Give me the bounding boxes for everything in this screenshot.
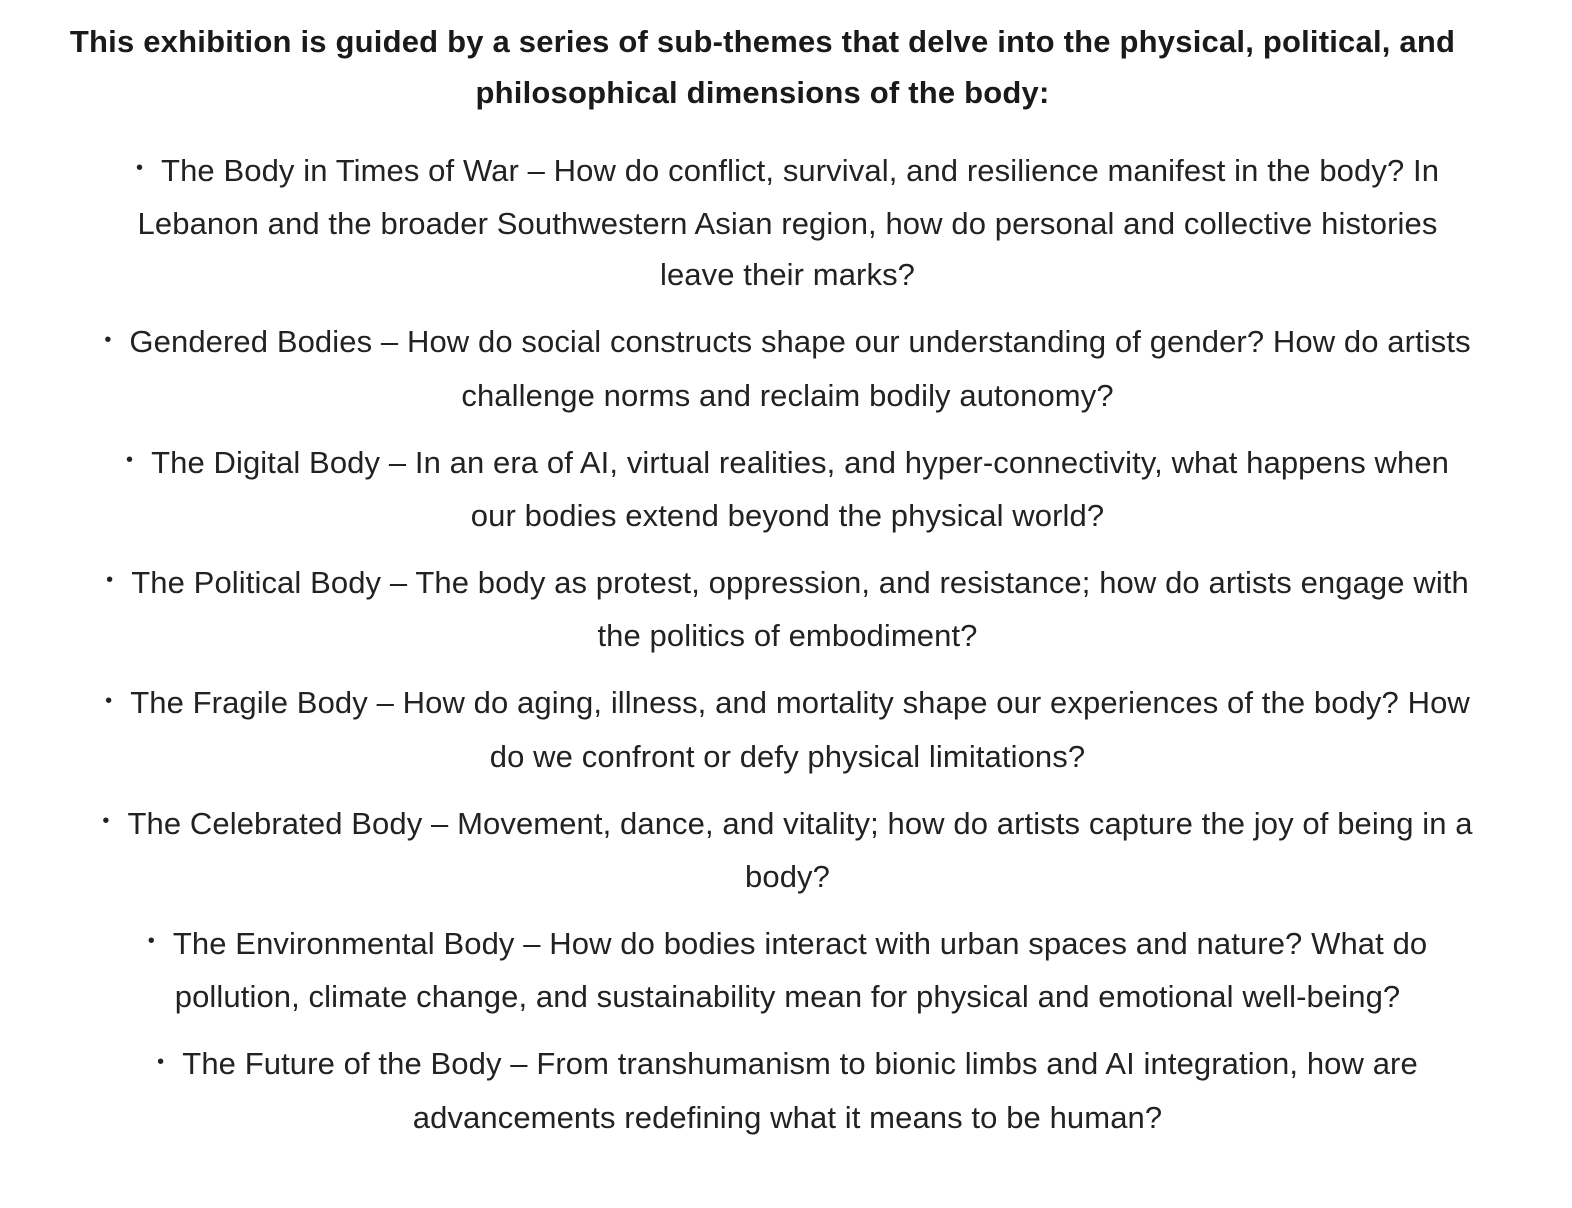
- theme-text: The Political Body – The body as protest, oppression, and resistance; how do artists engage with the politics of embodiment?: [131, 564, 1469, 654]
- theme-text: The Body in Times of War – How do conflict, survival, and resilience manifest in the body? In Lebanon and the broader Southwestern Asian region, how do personal and collective histories leave their marks?: [137, 153, 1440, 293]
- bullet-icon: •: [102, 809, 110, 832]
- bullet-icon: •: [106, 569, 114, 592]
- list-item: [100, 1038, 1475, 1142]
- sub-theme-list: [100, 145, 1475, 1159]
- list-item: [100, 557, 1475, 661]
- bullet-icon: •: [125, 448, 134, 471]
- theme-text: The Digital Body – In an era of AI, virtual realities, and hyper-connectivity, what happens when our bodies extend beyond the physical world?: [151, 444, 1450, 533]
- bullet-icon: •: [135, 157, 144, 180]
- bullet-icon: •: [104, 328, 112, 351]
- theme-text: The Fragile Body – How do aging, illness, and mortality shape our experiences of the body? How do we confront or defy physical limitations?: [130, 685, 1470, 774]
- theme-text: Gendered Bodies – How do social constructs shape our understanding of gender? How do artists challenge norms and reclaim bodily autonomy?: [129, 324, 1471, 413]
- bullet-icon: •: [147, 930, 155, 953]
- intro-heading: This exhibition is guided by a series of sub-themes that delve into the physical, political, and philosophical dimensions of the body:: [69, 24, 1456, 110]
- list-item: [100, 918, 1475, 1022]
- bullet-icon: •: [105, 689, 113, 712]
- list-item: [100, 437, 1475, 541]
- list-item: [100, 677, 1475, 781]
- theme-text: The Environmental Body – How do bodies interact with urban spaces and nature? What do pollution, climate change, and sustainability mean for physical and emotional well-being?: [172, 925, 1428, 1015]
- list-item: [100, 316, 1475, 420]
- list-item: [100, 145, 1475, 300]
- theme-text: The Future of the Body – From transhumanism to bionic limbs and AI integration, how are advancements redefining what it means to be human?: [182, 1046, 1418, 1135]
- theme-text: The Celebrated Body – Movement, dance, and vitality; how do artists capture the joy of being in a body?: [127, 805, 1473, 894]
- list-item: [100, 798, 1475, 902]
- bullet-icon: •: [157, 1050, 165, 1073]
